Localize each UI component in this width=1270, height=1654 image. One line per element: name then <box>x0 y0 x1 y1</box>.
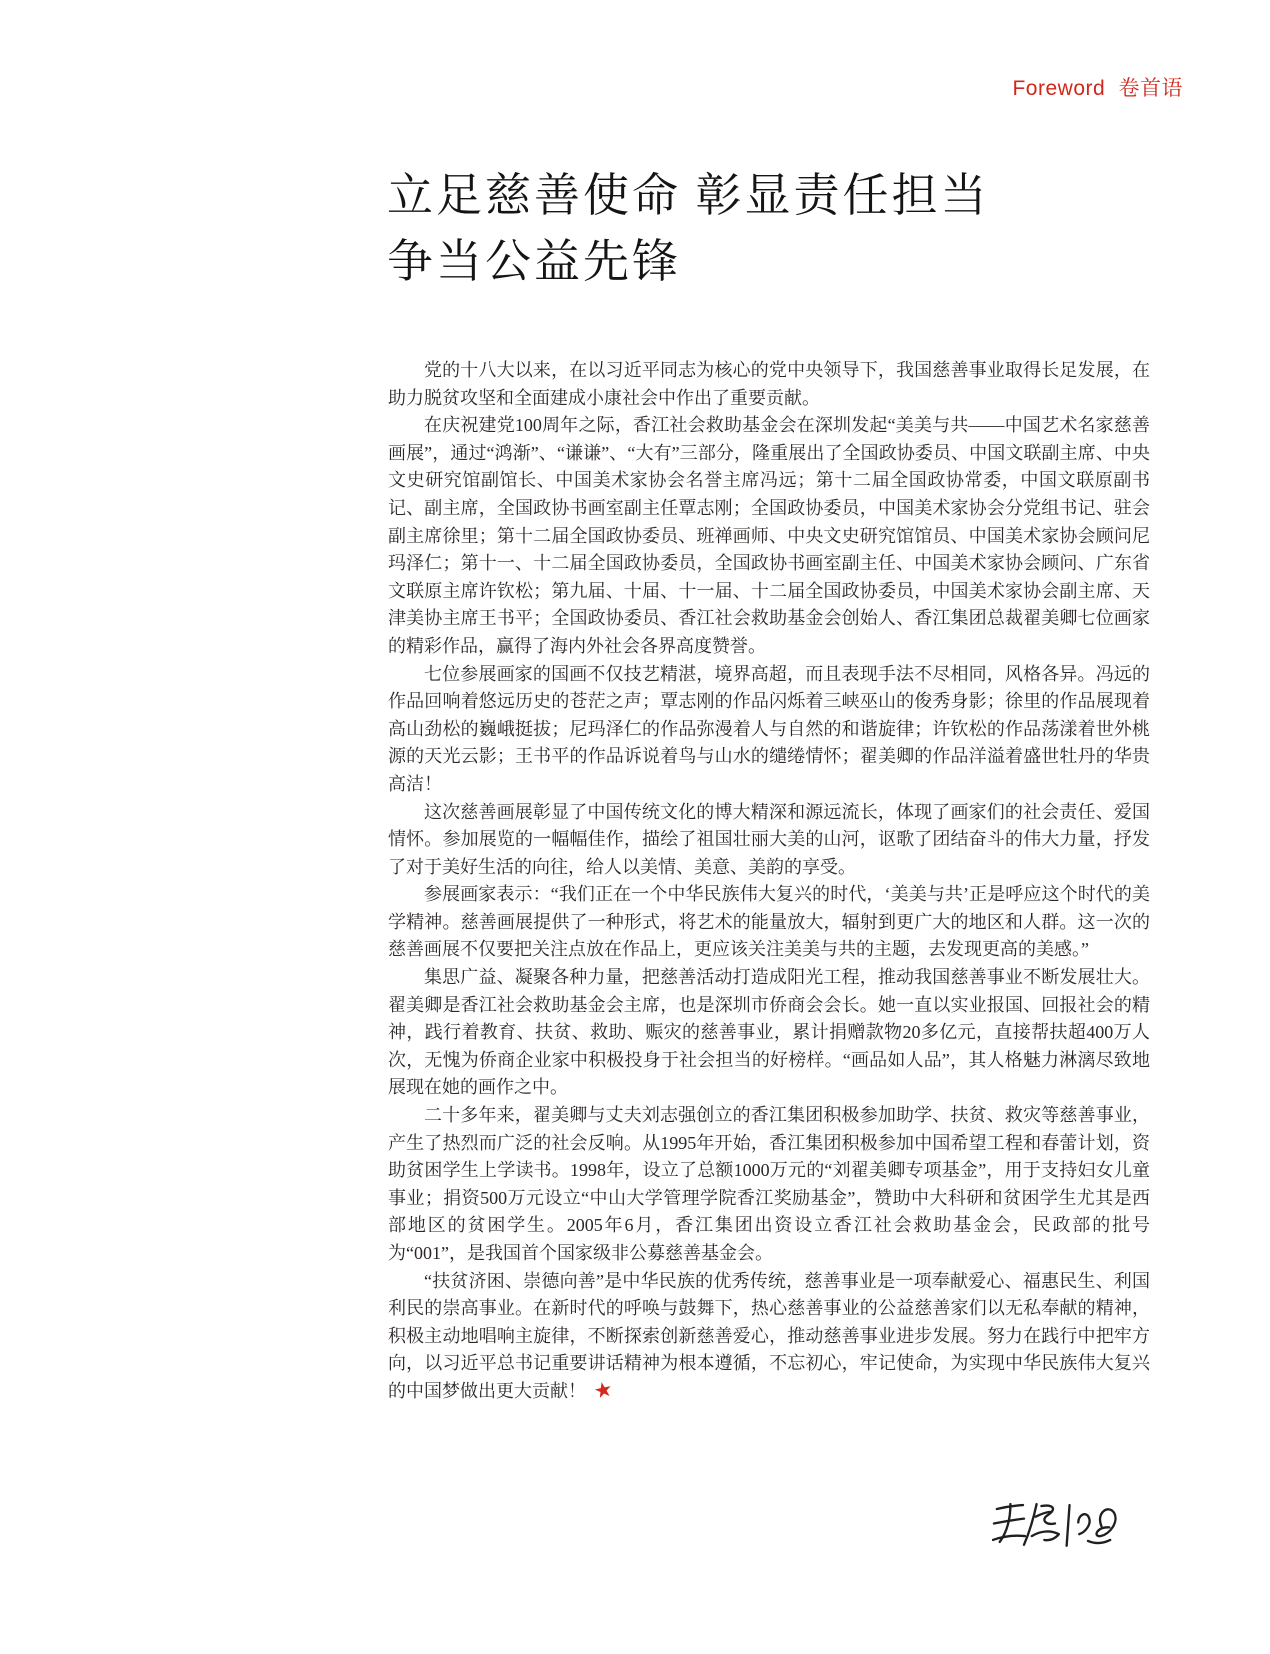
body-paragraph <box>388 661 1150 799</box>
body-paragraph <box>388 1102 1150 1268</box>
title-line-1: 立足慈善使命 彰显责任担当 <box>387 170 990 221</box>
paragraph-text: 二十多年来，翟美卿与丈夫刘志强创立的香江集团积极参加助学、扶贫、救灾等慈善事业，产生了热烈而广泛的社会反响。从1995年开始，香江集团积极参加中国希望工程和春蕾计划，资助贫困学生上学读书。1998年，设立了总额1000万元的“刘翟美卿专项基金”，用于支持妇女儿童事业；捐资500万元设立“中山大学管理学院香江奖励基金”，赞助中大科研和贫困学生尤其是西部地区的贫困学生。2005年6月，香江集团出资设立香江社会救助基金会，民政部的批号为“001”，是我国首个国家级非公募慈善基金会。 <box>388 1105 1150 1263</box>
paragraph-text: 在庆祝建党100周年之际，香江社会救助基金会在深圳发起“美美与共——中国艺术名家慈善画展”，通过“鸿渐”、“谦谦”、“大有”三部分，隆重展出了全国政协委员、中国文联副主席、中央文史研究馆副馆长、中国美术家协会名誉主席冯远；第十二届全国政协常委，中国文联原副书记、副主席，全国政协书画室副主任覃志刚；全国政协委员，中国美术家协会分党组书记、驻会副主席徐里；第十二届全国政协委员、班禅画师、中央文史研究馆馆员、中国美术家协会顾问尼玛泽仁；第十一、十二届全国政协委员，全国政协书画室副主任、中国美术家协会顾问、广东省文联原主席许钦松；第九届、十届、十一届、十二届全国政协委员，中国美术家协会副主席、天津美协主席王书平；全国政协委员、香江社会救助基金会创始人、香江集团总裁翟美卿七位画家的精彩作品，赢得了海内外社会各界高度赞誉。 <box>388 415 1150 656</box>
title-line-2: 争当公益先锋 <box>387 236 681 287</box>
paragraph-text: “扶贫济困、崇德向善”是中华民族的优秀传统，慈善事业是一项奉献爱心、福惠民生、利国利民的崇高事业。在新时代的呼唤与鼓舞下，热心慈善事业的公益慈善家们以无私奉献的精神，积极主动地唱响主旋律，不断探索创新慈善爱心，推动慈善事业进步发展。努力在践行中把牢方向，以习近平总书记重要讲话精神为根本遵循，不忘初心，牢记使命，为实现中华民族伟大复兴的中国梦做出更大贡献！ <box>388 1270 1150 1401</box>
body-paragraph <box>388 1268 1150 1406</box>
article-body <box>388 357 1150 1406</box>
paragraph-text: 这次慈善画展彰显了中国传统文化的博大精深和源远流长，体现了画家们的社会责任、爱国情怀。参加展览的一幅幅佳作，描绘了祖国壮丽大美的山河，讴歌了团结奋斗的伟大力量，抒发了对于美好生活的向往，给人以美情、美意、美韵的享受。 <box>388 801 1150 877</box>
red-star-icon: ★ <box>591 1376 616 1404</box>
paragraph-text: 党的十八大以来，在以习近平同志为核心的党中央领导下，我国慈善事业取得长足发展，在助力脱贫攻坚和全面建成小康社会中作出了重要贡献。 <box>388 360 1150 408</box>
signature-strokes <box>992 1496 1118 1550</box>
handwritten-signature <box>992 1496 1118 1550</box>
paragraph-text: 集思广益、凝聚各种力量，把慈善活动打造成阳光工程，推动我国慈善事业不断发展壮大。翟美卿是香江社会救助基金会主席，也是深圳市侨商会会长。她一直以实业报国、回报社会的精神，践行着教育、扶贫、救助、赈灾的慈善事业，累计捐赠款物20多亿元，直接帮扶超400万人次，无愧为侨商企业家中积极投身于社会担当的好榜样。“画品如人品”，其人格魅力淋漓尽致地展现在她的画作之中。 <box>388 967 1150 1098</box>
section-header: Foreword 卷首语 <box>1012 77 1183 100</box>
body-paragraph <box>388 412 1150 660</box>
article-title <box>387 163 990 295</box>
paragraph-text: 参展画家表示：“我们正在一个中华民族伟大复兴的时代，‘美美与共’正是呼应这个时代的美学精神。慈善画展提供了一种形式，将艺术的能量放大，辐射到更广大的地区和人群。这一次的慈善画展不仅要把关注点放在作品上，更应该关注美美与共的主题，去发现更高的美感。” <box>388 884 1150 960</box>
body-paragraph <box>388 964 1150 1102</box>
body-paragraph <box>388 357 1150 412</box>
paragraph-text: 七位参展画家的国画不仅技艺精湛，境界高超，而且表现手法不尽相同，风格各异。冯远的作品回响着悠远历史的苍茫之声；覃志刚的作品闪烁着三峡巫山的俊秀身影；徐里的作品展现着高山劲松的巍峨挺拔；尼玛泽仁的作品弥漫着人与自然的和谐旋律；许钦松的作品荡漾着世外桃源的天光云影；王书平的作品诉说着鸟与山水的缱绻情怀；翟美卿的作品洋溢着盛世牡丹的华贵高洁！ <box>388 663 1150 794</box>
body-paragraph <box>388 799 1150 882</box>
body-paragraph <box>388 881 1150 964</box>
